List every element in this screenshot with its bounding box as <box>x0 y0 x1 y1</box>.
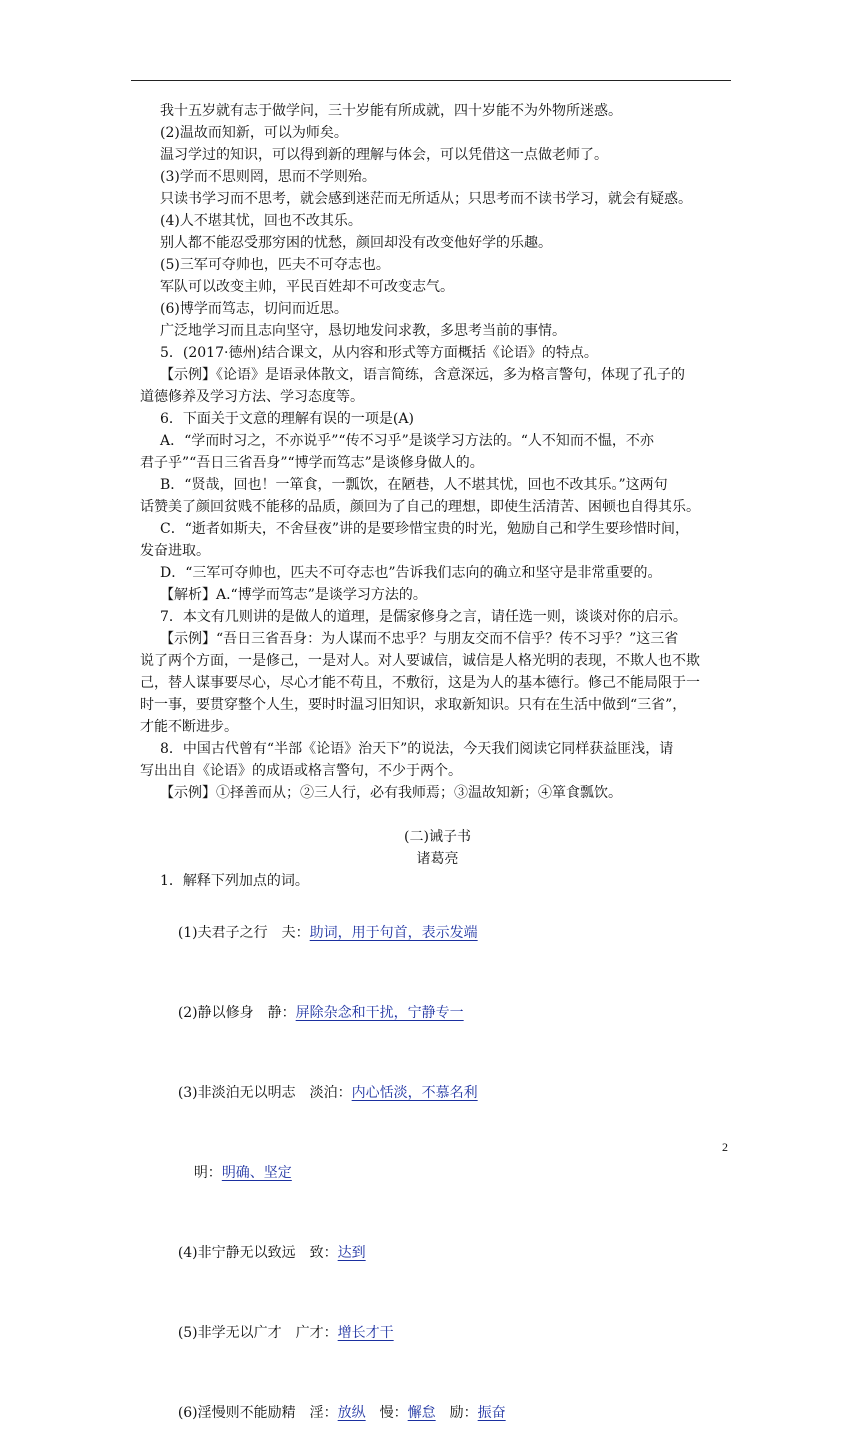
text-line: 己，替人谋事要尽心，尽心才能不苟且，不敷衍，这是为人的基本德行。修己不能局限于一 <box>140 675 700 691</box>
word-answer: 屏除杂念和干扰，宁静专一 <box>295 1005 464 1021</box>
text-line: 话赞美了颜回贫贱不能移的品质，颜回为了自己的理想，即使生活清苦、困顿也自得其乐。 <box>140 499 700 515</box>
section-author: 诸葛亮 <box>416 851 459 867</box>
word-prompt: (4)非宁静无以致远 致： <box>177 1245 338 1261</box>
text-line: 发奋进取。 <box>140 543 210 559</box>
text-line: 说了两个方面，一是修己，一是对人。对人要诚信，诚信是人格光明的表现，不欺人也不欺 <box>140 653 700 669</box>
section-gap <box>140 804 735 826</box>
text-line: 温习学过的知识，可以得到新的理解与体会，可以凭借这一点做老师了。 <box>160 147 608 163</box>
word-prompt: (3)非淡泊无以明志 淡泊： <box>177 1085 352 1101</box>
word-prompt: (1)夫君子之行 夫： <box>177 925 310 941</box>
question-1: 1．解释下列加点的词。 <box>160 873 309 889</box>
text-line: 我十五岁就有志于做学问，三十岁能有所成就，四十岁能不为外物所迷惑。 <box>160 103 622 119</box>
word-prompt: (5)非学无以广才 广才： <box>177 1325 338 1341</box>
word-answer: 明确、坚定 <box>221 1165 292 1181</box>
text-line: (5)三军可夺帅也，匹夫不可夺志也。 <box>160 257 390 273</box>
text-line: 6．下面关于文意的理解有误的一项是(A) <box>160 411 414 427</box>
text-line: 别人都不能忍受那穷困的忧愁，颜回却没有改变他好学的乐趣。 <box>160 235 552 251</box>
text-line: 君子乎”“吾日三省吾身”“博学而笃志”是谈修身做人的。 <box>140 455 484 471</box>
page-content <box>140 100 735 1452</box>
text-line: 才能不断进步。 <box>140 719 238 735</box>
text-line: 7．本文有几则讲的是做人的道理，是儒家修身之言，请任选一则，谈谈对你的启示。 <box>160 609 687 625</box>
text-line: 【示例】“吾日三省吾身：为人谋而不忠乎？与朋友交而不信乎？传不习乎？”这三省 <box>160 631 679 647</box>
text-line: (3)学而不思则罔，思而不学则殆。 <box>160 169 376 185</box>
text-line: B．“贤哉，回也！一箪食，一瓢饮，在陋巷，人不堪其忧，回也不改其乐。”这两句 <box>160 477 668 493</box>
text-line: D．“三军可夺帅也，匹夫不可夺志也”告诉我们志向的确立和坚守是非常重要的。 <box>160 565 662 581</box>
header-rule <box>131 80 731 81</box>
text-line: 写出出自《论语》的成语或格言警句，不少于两个。 <box>140 763 462 779</box>
word-prompt: (2)静以修身 静： <box>177 1005 296 1021</box>
word-prompt: 慢： <box>365 1405 408 1421</box>
section-title: (二)诫子书 <box>404 829 471 845</box>
word-item-6 <box>140 1374 735 1452</box>
text-line: 时一事，要贯穿整个人生，要时时温习旧知识，求取新知识。只有在生活中做到“三省”， <box>140 697 687 713</box>
text-line: 道德修养及学习方法、学习态度等。 <box>140 389 364 405</box>
word-answer: 增长才干 <box>337 1325 394 1341</box>
text-line: (4)人不堪其忧，回也不改其乐。 <box>160 213 362 229</box>
word-item-3b <box>140 1134 735 1212</box>
word-item-3 <box>140 1054 735 1132</box>
word-item-5 <box>140 1294 735 1372</box>
text-line: A．“学而时习之，不亦说乎”“传不习乎”是谈学习方法的。“人不知而不愠，不亦 <box>160 433 654 449</box>
text-line: 广泛地学习而且志向坚守，恳切地发问求教，多思考当前的事情。 <box>160 323 566 339</box>
text-line: 只读书学习而不思考，就会感到迷茫而无所适从；只思考而不读书学习，就会有疑惑。 <box>160 191 692 207</box>
word-prompt: (6)淫慢则不能励精 淫： <box>177 1405 338 1421</box>
answer-section-lunyu <box>140 100 735 804</box>
text-line: C．“逝者如斯夫，不舍昼夜”讲的是要珍惜宝贵的时光，勉励自己和学生要珍惜时间， <box>160 521 690 537</box>
text-line: 【示例】①择善而从；②三人行，必有我师焉；③温故知新；④箪食瓢饮。 <box>160 785 622 801</box>
word-item-1 <box>140 894 735 972</box>
text-line: 5．(2017·德州)结合课文，从内容和形式等方面概括《论语》的特点。 <box>160 345 598 361</box>
word-answer: 懈怠 <box>407 1405 436 1421</box>
text-line: (2)温故而知新，可以为师矣。 <box>160 125 348 141</box>
text-line: 8．中国古代曾有“半部《论语》治天下”的说法，今天我们阅读它同样获益匪浅，请 <box>160 741 674 757</box>
text-line: 【解析】A.“博学而笃志”是谈学习方法的。 <box>160 587 427 603</box>
word-prompt: 明： <box>193 1165 222 1181</box>
word-item-2 <box>140 974 735 1052</box>
text-line: (6)博学而笃志，切问而近思。 <box>160 301 348 317</box>
text-line: 【示例】《论语》是语录体散文，语言简练，含意深远，多为格言警句，体现了孔子的 <box>160 367 685 383</box>
word-answer: 助词，用于句首，表示发端 <box>309 925 478 941</box>
word-answer: 内心恬淡，不慕名利 <box>351 1085 478 1101</box>
text-line: 军队可以改变主帅，平民百姓却不可改变志气。 <box>160 279 454 295</box>
word-item-4 <box>140 1214 735 1292</box>
word-answer: 振奋 <box>477 1405 506 1421</box>
word-answer: 达到 <box>337 1245 366 1261</box>
word-answer: 放纵 <box>337 1405 366 1421</box>
word-prompt: 励： <box>435 1405 478 1421</box>
page-number: 2 <box>722 1140 728 1154</box>
